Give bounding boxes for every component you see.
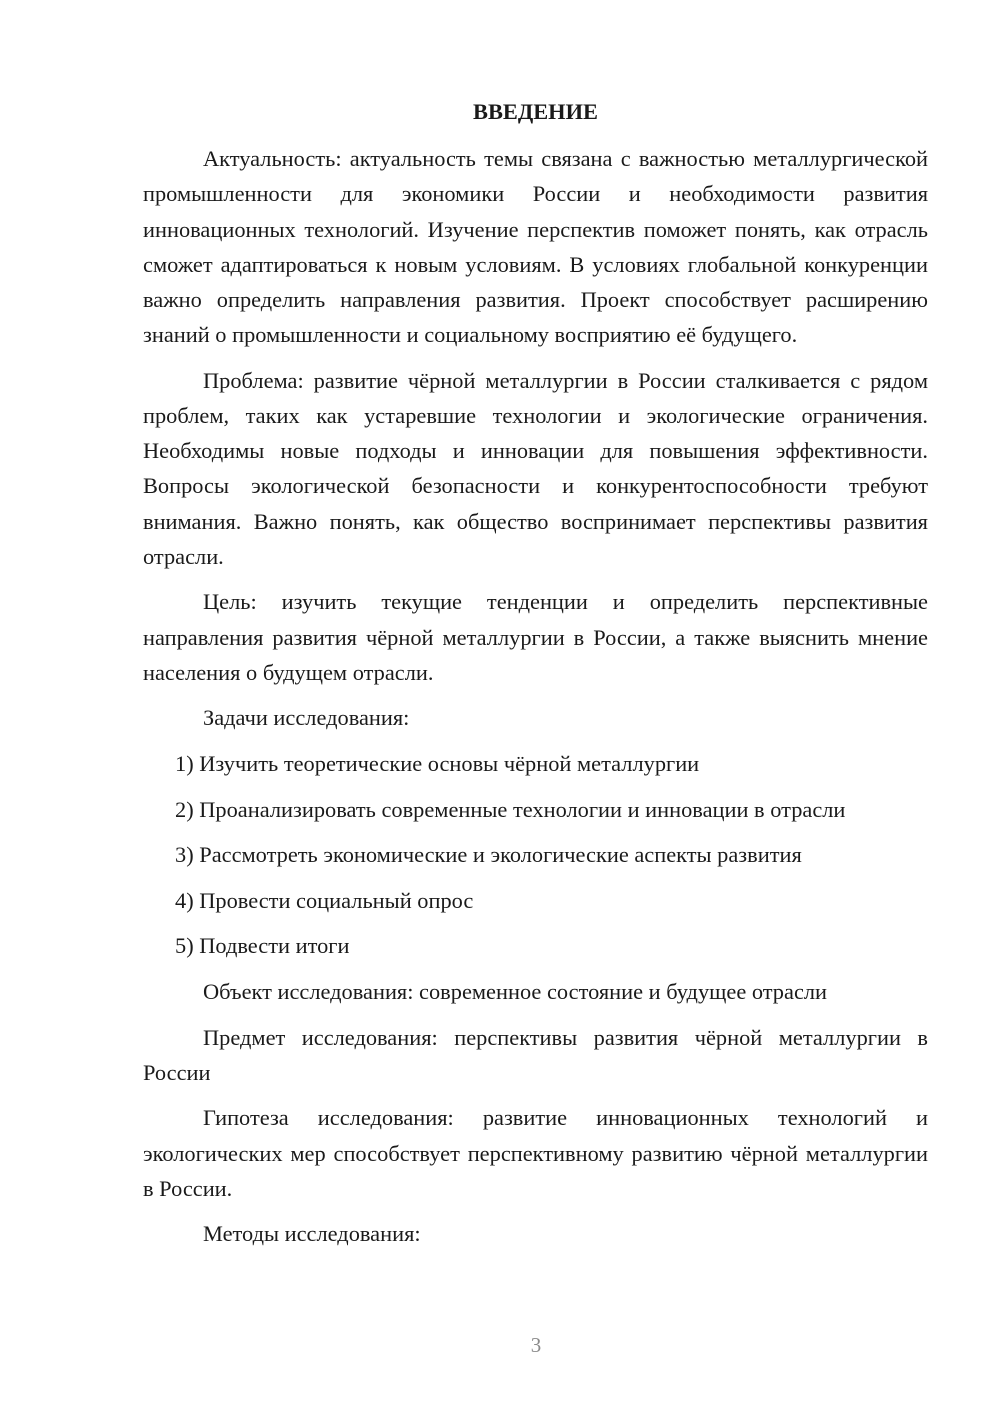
section-title: ВВЕДЕНИЕ <box>473 99 598 124</box>
subject-paragraph: Предмет исследования: перспективы развития чёрной металлургии в России <box>143 1024 928 1085</box>
task-item-2: 2) Проанализировать современные технологии и инновации в отрасли <box>175 796 846 822</box>
page-number: 3 <box>530 1333 542 1357</box>
methods-heading: Методы исследования: <box>203 1221 421 1247</box>
task-item-3: 3) Рассмотреть экономические и экологические аспекты развития <box>175 842 802 868</box>
tasks-heading: Задачи исследования: <box>203 705 410 731</box>
relevance-paragraph: Актуальность: актуальность темы связана с важностью металлургической промышленности для экономики России и необходимости развития инновационных технологий. Изучение перспектив поможет понять, как отрасль сможет адаптироваться к новым условиям. В условиях глобальной конкуренции важно определить направления развития. Проект способствует расширению знаний о промышленности и социальному восприятию её будущего. <box>143 146 928 348</box>
goal-paragraph: Цель: изучить текущие тенденции и определить перспективные направления развития чёрной металлургии в России, а также выяснить мнение населения о будущем отрасли. <box>143 589 928 685</box>
page-content <box>143 94 928 1262</box>
task-item-1: 1) Изучить теоретические основы чёрной металлургии <box>175 751 700 777</box>
hypothesis-paragraph: Гипотеза исследования: развитие инновационных технологий и экологических мер способствует перспективному развитию чёрной металлургии в России. <box>143 1105 928 1201</box>
object-paragraph: Объект исследования: современное состояние и будущее отрасли <box>203 978 828 1004</box>
problem-paragraph: Проблема: развитие чёрной металлургии в России сталкивается с рядом проблем, таких как устаревшие технологии и экологические ограничения. Необходимы новые подходы и инновации для повышения эффективности. Вопросы экологической безопасности и конкурентоспособности требуют внимания. Важно понять, как общество воспринимает перспективы развития отрасли. <box>143 367 928 569</box>
task-item-5: 5) Подвести итоги <box>175 933 350 959</box>
task-item-4: 4) Провести социальный опрос <box>175 887 474 913</box>
